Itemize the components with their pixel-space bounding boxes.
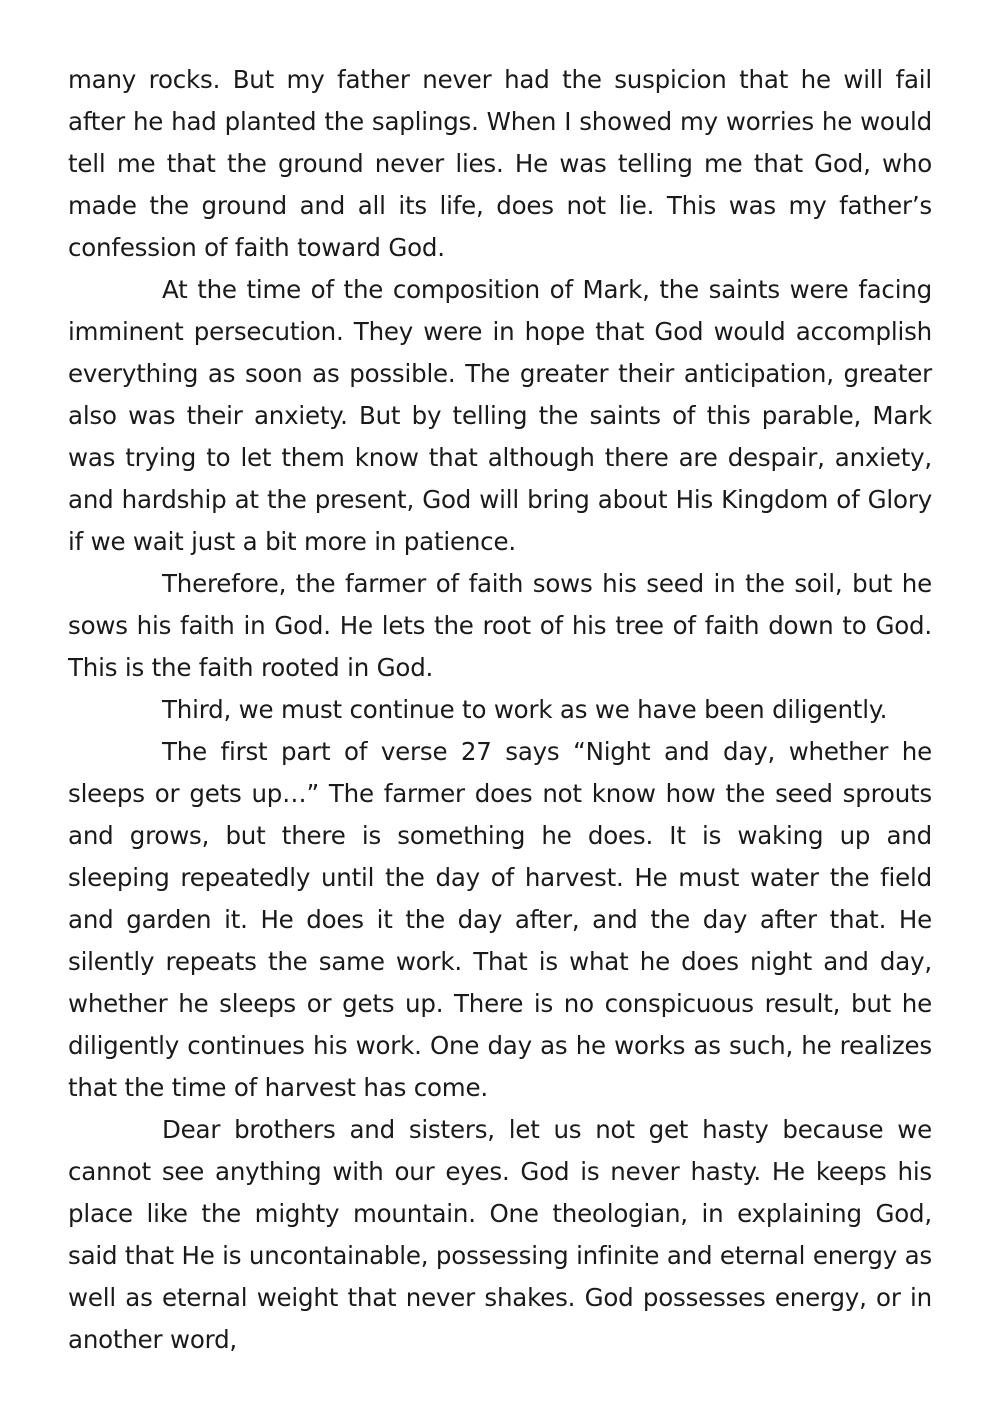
paragraph-4: Third, we must continue to work as we have been diligently. bbox=[162, 695, 888, 724]
paragraph-5: The first part of verse 27 says “Night and day, whether he sleeps or gets up…” The farmer does not know how the seed sprouts and grows, but there is something he does. It is waking up and sleeping repeatedly until the day of harvest. He must water the field and garden it. He does it the day after, and the day after that. He silently repeats the same work. That is what he does night and day, whether he sleeps or gets up. There is no conspicuous result, but he diligently continues his work. One day as he works as such, he realizes that the time of harvest has come. bbox=[68, 737, 932, 1102]
paragraph-2: At the time of the composition of Mark, the saints were facing imminent persecution. They were in hope that God would accomplish everything as soon as possible. The greater their anticipation, greater also was their anxiety. But by telling the saints of this parable, Mark was trying to let them know that although there are despair, anxiety, and hardship at the present, God will bring about His Kingdom of Glory if we wait just a bit more in patience. bbox=[68, 275, 932, 556]
paragraph-6: Dear brothers and sisters, let us not get hasty because we cannot see anything with our eyes. God is never hasty. He keeps his place like the mighty mountain. One theologian, in explaining God, said that He is uncontainable, possessing infinite and eternal energy as well as eternal weight that never shakes. God possesses energy, or in another word, bbox=[68, 1115, 932, 1354]
paragraph-3: Therefore, the farmer of faith sows his seed in the soil, but he sows his faith in God. He lets the root of his tree of faith down to God. This is the faith rooted in God. bbox=[68, 569, 932, 682]
paragraph-1: many rocks. But my father never had the suspicion that he will fail after he had planted the saplings. When I showed my worries he would tell me that the ground never lies. He was telling me that God, who made the ground and all its life, does not lie. This was my father’s confession of faith toward God. bbox=[68, 65, 932, 262]
document-page bbox=[68, 59, 932, 1361]
